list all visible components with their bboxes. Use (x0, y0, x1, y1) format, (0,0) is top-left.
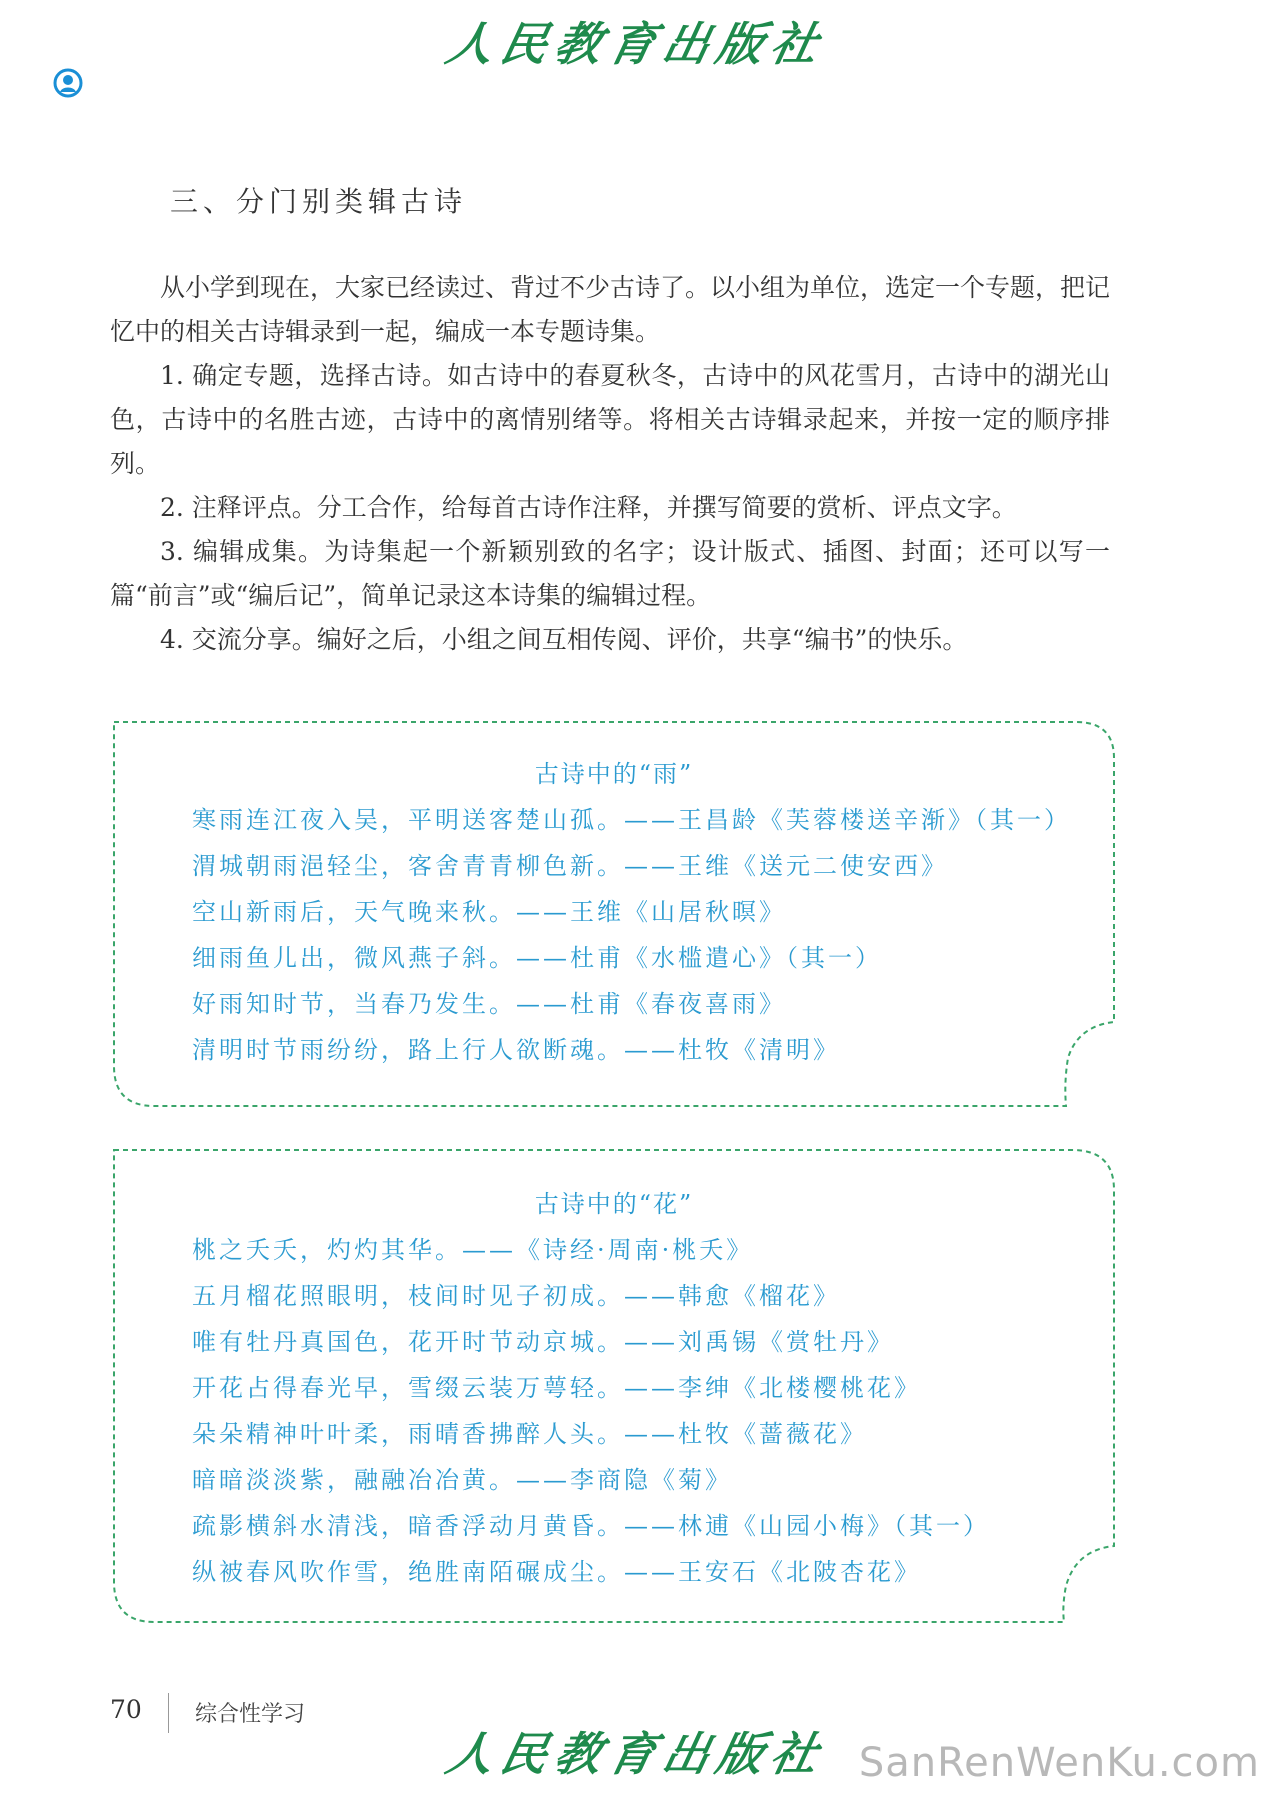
poem-line: 桃之夭夭，灼灼其华。——《诗经·周南·桃夭》 (192, 1236, 754, 1264)
poem-line: 开花占得春光早，雪缀云装万萼轻。——李绅《北楼樱桃花》 (192, 1374, 921, 1402)
publisher-logo-text: 人民教育出版社 (441, 17, 832, 71)
poem-line: 暗暗淡淡紫，融融冶冶黄。——李商隐《菊》 (192, 1466, 732, 1494)
footer-section-label: 综合性学习 (195, 1702, 306, 1727)
body-text (110, 266, 1110, 662)
poem-line: 朵朵精神叶叶柔，雨晴香拂醉人头。——杜牧《蔷薇花》 (192, 1420, 867, 1448)
paragraph-step-2: 2. 注释评点。分工合作，给每首古诗作注释，并撰写简要的赏析、评点文字。 (160, 493, 1017, 522)
poem-line: 空山新雨后，天气晚来秋。——王维《山居秋暝》 (192, 898, 786, 926)
poem-list (192, 1227, 990, 1595)
site-watermark: SanRenWenKu.com (858, 1740, 1260, 1786)
poem-line: 疏影横斜水清浅，暗香浮动月黄昏。——林逋《山园小梅》（其一） (192, 1512, 990, 1540)
poem-line: 寒雨连江夜入吴，平明送客楚山孤。——王昌龄《芙蓉楼送辛渐》（其一） (192, 806, 1071, 834)
poem-line: 五月榴花照眼明，枝间时见子初成。——韩愈《榴花》 (192, 1282, 840, 1310)
poem-box-flower (110, 1146, 1118, 1626)
paragraph-step-4: 4. 交流分享。编好之后，小组之间互相传阅、评价，共享“编书”的快乐。 (160, 625, 968, 654)
poem-line: 渭城朝雨浥轻尘，客舍青青柳色新。——王维《送元二使安西》 (192, 852, 948, 880)
page-number: 70 (110, 1695, 142, 1724)
poem-line: 纵被春风吹作雪，绝胜南陌碾成尘。——王安石《北陂杏花》 (192, 1558, 921, 1586)
publisher-logo-text: 人民教育出版社 (441, 1727, 832, 1781)
paragraph-step-1: 1. 确定专题，选择古诗。如古诗中的春夏秋冬，古诗中的风花雪月，古诗中的湖光山色，古诗中的名胜古迹，古诗中的离情别绪等。将相关古诗辑录起来，并按一定的顺序排列。 (110, 361, 1110, 478)
publisher-logo-top (0, 8, 1274, 74)
user-avatar-icon[interactable] (53, 68, 83, 98)
poem-line: 细雨鱼儿出，微风燕子斜。——杜甫《水槛遣心》（其一） (192, 944, 882, 972)
poem-line: 清明时节雨纷纷，路上行人欲断魂。——杜牧《清明》 (192, 1036, 840, 1064)
poem-box-title: 古诗中的“雨” (534, 760, 694, 788)
paragraph-intro: 从小学到现在，大家已经读过、背过不少古诗了。以小组为单位，选定一个专题，把记忆中的相关古诗辑录到一起，编成一本专题诗集。 (110, 273, 1111, 346)
poem-list (192, 797, 1071, 1073)
paragraph-step-3: 3. 编辑成集。为诗集起一个新颖别致的名字；设计版式、插图、封面；还可以写一篇“前言”或“编后记”，简单记录这本诗集的编辑过程。 (110, 537, 1110, 610)
section-title: 三、分门别类辑古诗 (170, 185, 468, 218)
poem-box-rain (110, 718, 1118, 1110)
poem-line: 唯有牡丹真国色，花开时节动京城。——刘禹锡《赏牡丹》 (192, 1328, 894, 1356)
poem-box-title: 古诗中的“花” (534, 1190, 694, 1218)
poem-line: 好雨知时节，当春乃发生。——杜甫《春夜喜雨》 (192, 990, 786, 1018)
